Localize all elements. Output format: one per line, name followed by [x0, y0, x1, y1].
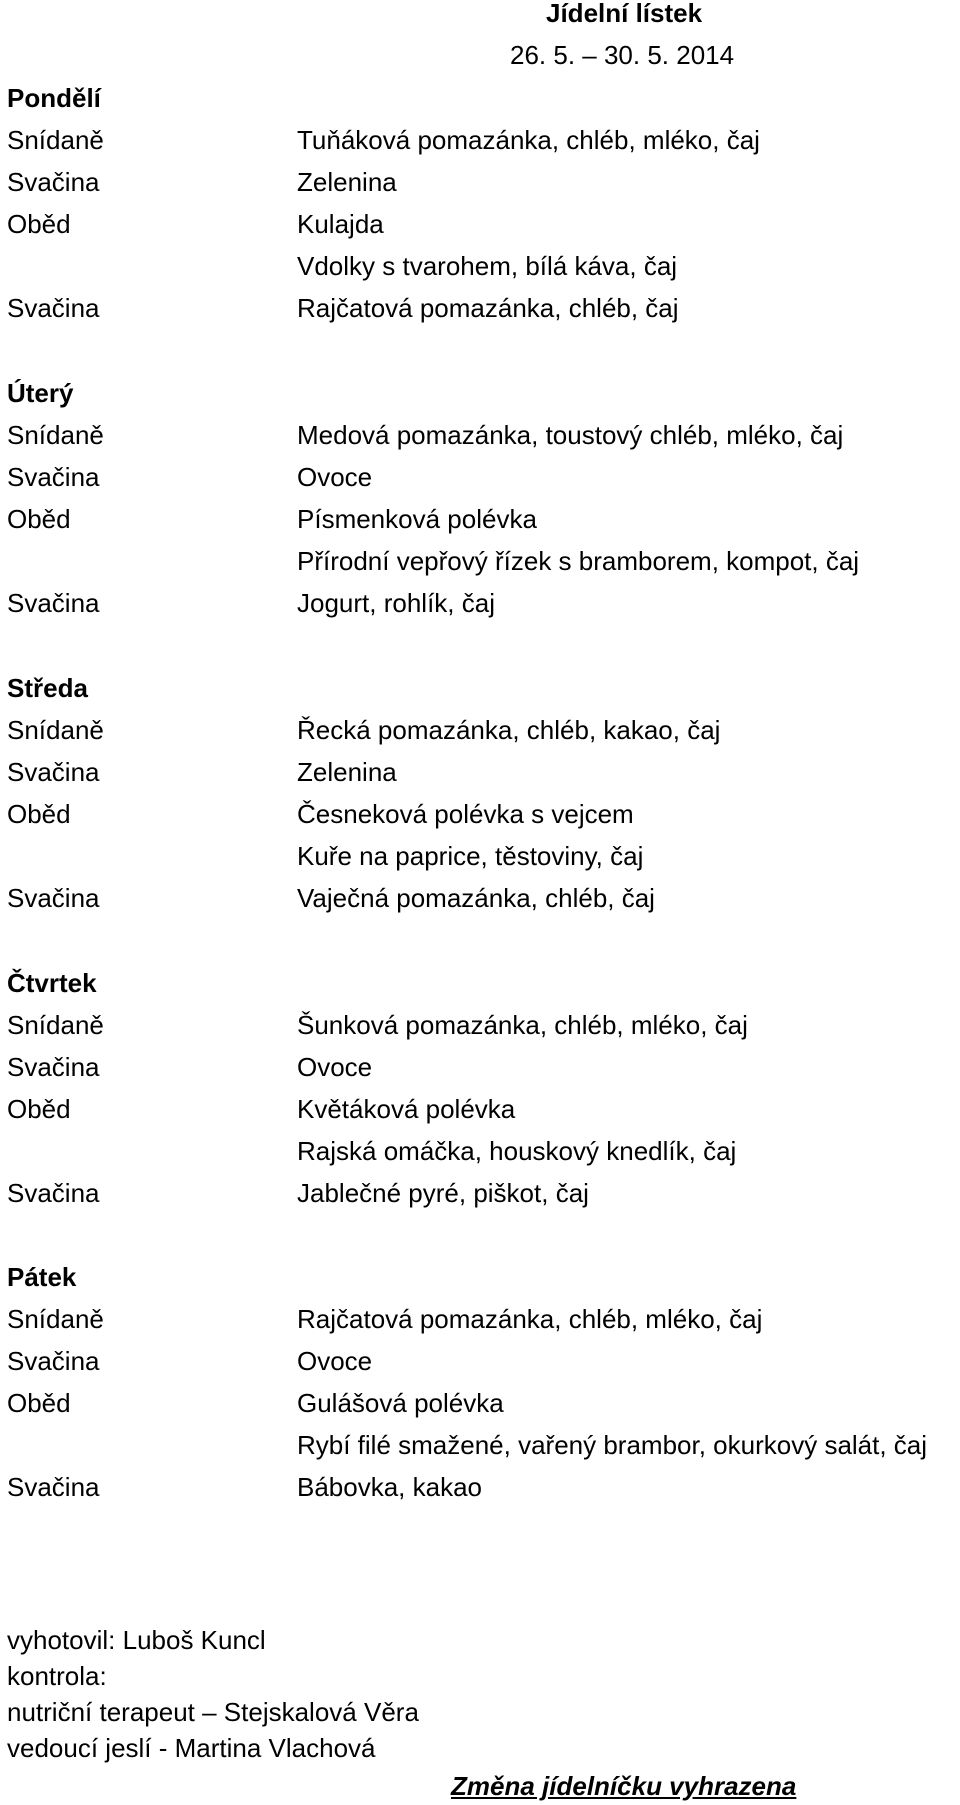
menu-row	[7, 1340, 947, 1382]
day-name: Úterý	[7, 378, 74, 408]
dish-text: Rajská omáčka, houskový knedlík, čaj	[297, 1136, 737, 1166]
dish-text: Kulajda	[297, 209, 384, 239]
dish-text: Zelenina	[297, 167, 397, 197]
menu-row	[7, 540, 947, 582]
menu-row	[7, 1298, 947, 1340]
dish-text: Vaječná pomazánka, chléb, čaj	[297, 883, 655, 913]
menu-row	[7, 751, 947, 793]
menu-row	[7, 793, 947, 835]
check-label: kontrola:	[7, 1661, 107, 1691]
menu-row	[7, 582, 947, 624]
meal-label: Svačina	[7, 757, 100, 787]
dish-text: Rajčatová pomazánka, chléb, mléko, čaj	[297, 1304, 763, 1334]
day-section	[7, 1256, 947, 1508]
dish-text: Ovoce	[297, 1052, 373, 1082]
menu-row	[7, 414, 947, 456]
menu-row	[7, 1466, 947, 1508]
dish-text: Zelenina	[297, 757, 397, 787]
meal-label: Svačina	[7, 462, 100, 492]
menu-row	[7, 119, 947, 161]
meal-label: Snídaně	[7, 715, 104, 745]
menu-row	[7, 287, 947, 329]
dish-text: Medová pomazánka, toustový chléb, mléko, čaj	[297, 420, 844, 450]
nutrition-therapist: nutriční terapeut – Stejskalová Věra	[7, 1697, 419, 1727]
dish-text: Květáková polévka	[297, 1094, 516, 1124]
meal-label: Oběd	[7, 1094, 71, 1124]
menu-row	[7, 835, 947, 877]
dish-text: Vdolky s tvarohem, bílá káva, čaj	[297, 251, 678, 281]
footer	[7, 1622, 419, 1766]
dish-text: Česneková polévka s vejcem	[297, 799, 634, 829]
menu-row	[7, 1046, 947, 1088]
meal-label: Svačina	[7, 1178, 100, 1208]
day-name: Středa	[7, 673, 88, 703]
nursery-head: vedoucí jeslí - Martina Vlachová	[7, 1733, 376, 1763]
dish-text: Kuře na paprice, těstoviny, čaj	[297, 841, 644, 871]
day-name: Pátek	[7, 1262, 77, 1292]
dish-text: Písmenková polévka	[297, 504, 537, 534]
dish-text: Bábovka, kakao	[297, 1472, 483, 1502]
dish-text: Přírodní vepřový řízek s bramborem, kompot, čaj	[297, 546, 860, 576]
dish-text: Jogurt, rohlík, čaj	[297, 588, 495, 618]
meal-label: Oběd	[7, 1388, 71, 1418]
dish-text: Gulášová polévka	[297, 1388, 504, 1418]
meal-label: Svačina	[7, 1346, 100, 1376]
dish-text: Rybí filé smažené, vařený brambor, okurkový salát, čaj	[297, 1430, 928, 1460]
date-range: 26. 5. – 30. 5. 2014	[510, 40, 735, 70]
prepared-by: vyhotovil: Luboš Kuncl	[7, 1625, 266, 1655]
dish-text: Ovoce	[297, 1346, 373, 1376]
meal-label: Snídaně	[7, 1010, 104, 1040]
meal-label: Svačina	[7, 1472, 100, 1502]
menu-row	[7, 1382, 947, 1424]
meal-label: Oběd	[7, 799, 71, 829]
menu-row	[7, 1424, 947, 1466]
menu-row	[7, 498, 947, 540]
meal-label: Oběd	[7, 209, 71, 239]
meal-label: Snídaně	[7, 420, 104, 450]
menu-row	[7, 1172, 947, 1214]
meal-label: Snídaně	[7, 1304, 104, 1334]
menu-row	[7, 877, 947, 919]
dish-text: Jablečné pyré, piškot, čaj	[297, 1178, 589, 1208]
day-name: Čtvrtek	[7, 968, 97, 998]
menu-row	[7, 161, 947, 203]
menu-row	[7, 709, 947, 751]
day-section	[7, 667, 947, 919]
menu-row	[7, 456, 947, 498]
dish-text: Rajčatová pomazánka, chléb, čaj	[297, 293, 679, 323]
day-section	[7, 77, 947, 329]
meal-label: Svačina	[7, 1052, 100, 1082]
menu-row	[7, 1004, 947, 1046]
dish-text: Ovoce	[297, 462, 373, 492]
meal-label: Oběd	[7, 504, 71, 534]
menu-title: Jídelní lístek	[546, 0, 703, 28]
dish-text: Šunková pomazánka, chléb, mléko, čaj	[297, 1010, 748, 1040]
meal-label: Svačina	[7, 167, 100, 197]
day-name: Pondělí	[7, 83, 101, 113]
meal-label: Svačina	[7, 588, 100, 618]
dish-text: Řecká pomazánka, chléb, kakao, čaj	[297, 715, 721, 745]
menu-row	[7, 1088, 947, 1130]
menu-row	[7, 245, 947, 287]
meal-label: Svačina	[7, 883, 100, 913]
day-section	[7, 962, 947, 1214]
meal-label: Snídaně	[7, 125, 104, 155]
dish-text: Tuňáková pomazánka, chléb, mléko, čaj	[297, 125, 760, 155]
day-section	[7, 372, 947, 624]
menu-change-note: Změna jídelníčku vyhrazena	[451, 1771, 797, 1801]
meal-label: Svačina	[7, 293, 100, 323]
menu-row	[7, 1130, 947, 1172]
menu-row	[7, 203, 947, 245]
